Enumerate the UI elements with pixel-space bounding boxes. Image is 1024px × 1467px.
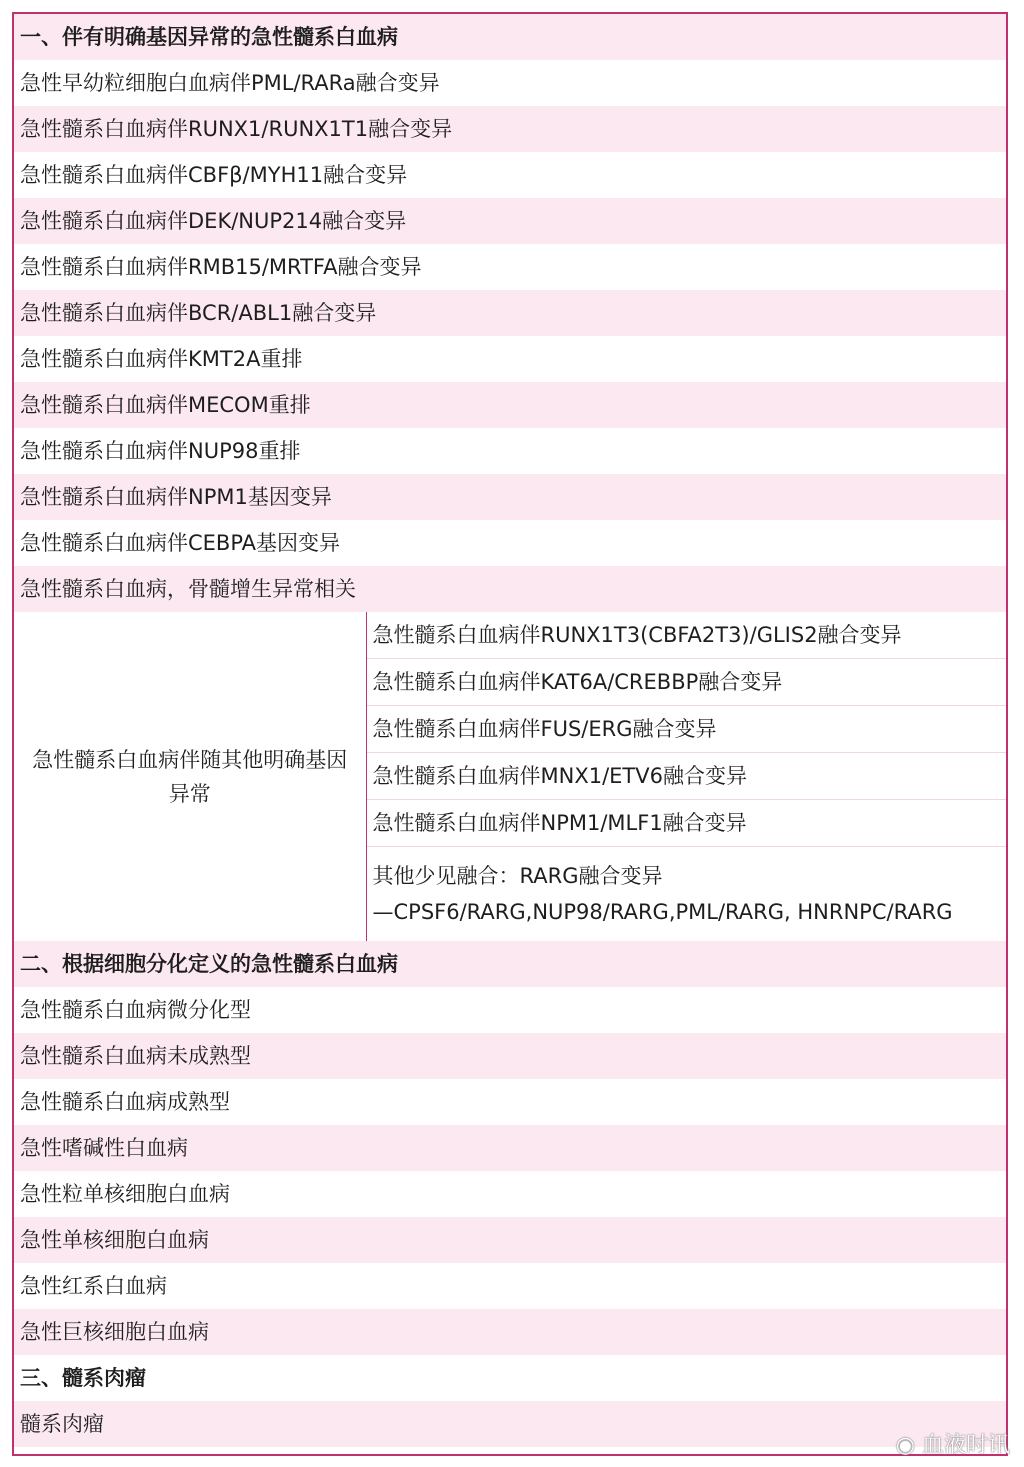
table-row: 急性髓系白血病伴CEBPA基因变异	[14, 520, 1006, 566]
table-row: 急性髓系白血病微分化型	[14, 987, 1006, 1033]
other-rare-fusions-cell	[366, 847, 1006, 942]
sub-row: 急性髓系白血病伴NPM1/MLF1融合变异	[366, 800, 1006, 847]
table-row: 急性粒单核细胞白血病	[14, 1171, 1006, 1217]
sub-row: 急性髓系白血病伴MNX1/ETV6融合变异	[366, 753, 1006, 800]
table-row: 急性髓系白血病成熟型	[14, 1079, 1006, 1125]
table-row: 急性髓系白血病伴DEK/NUP214融合变异	[14, 198, 1006, 244]
table-row: 急性髓系白血病伴NUP98重排	[14, 428, 1006, 474]
table-row: 急性髓系白血病伴BCR/ABL1融合变异	[14, 290, 1006, 336]
table-row: 急性红系白血病	[14, 1263, 1006, 1309]
merged-category-cell: 急性髓系白血病伴随其他明确基因异常	[14, 612, 366, 941]
weibo-icon: ◉	[895, 1433, 922, 1458]
table-row: 急性嗜碱性白血病	[14, 1125, 1006, 1171]
sub-row: 急性髓系白血病伴KAT6A/CREBBP融合变异	[366, 659, 1006, 706]
table-row: 急性髓系白血病伴RUNX1/RUNX1T1融合变异	[14, 106, 1006, 152]
table-row: 髓系肉瘤	[14, 1401, 1006, 1447]
table-row: 急性髓系白血病伴CBFβ/MYH11融合变异	[14, 152, 1006, 198]
watermark-text: 血液时讯	[921, 1433, 1010, 1458]
classification-table-frame	[12, 12, 1008, 1456]
table-row: 急性髓系白血病未成熟型	[14, 1033, 1006, 1079]
table-row: 急性髓系白血病伴NPM1基因变异	[14, 474, 1006, 520]
sub-row: 急性髓系白血病伴FUS/ERG融合变异	[366, 706, 1006, 753]
other-fusions-line-1: 其他少见融合：RARG融合变异	[372, 864, 663, 888]
table-row: 急性髓系白血病伴MECOM重排	[14, 382, 1006, 428]
section-1-title: 一、伴有明确基因异常的急性髓系白血病	[14, 14, 1006, 60]
sub-row: 急性髓系白血病伴RUNX1T3(CBFA2T3)/GLIS2融合变异	[366, 612, 1006, 659]
watermark	[896, 1428, 1010, 1459]
section-2-title: 二、根据细胞分化定义的急性髓系白血病	[14, 941, 1006, 987]
table-row: 急性早幼粒细胞白血病伴PML/RARa融合变异	[14, 60, 1006, 106]
table-row: 急性髓系白血病伴KMT2A重排	[14, 336, 1006, 382]
classification-table	[14, 14, 1006, 1447]
table-row: 急性髓系白血病，骨髓增生异常相关	[14, 566, 1006, 612]
table-row: 急性巨核细胞白血病	[14, 1309, 1006, 1355]
other-fusions-line-2: —CPSF6/RARG,NUP98/RARG,PML/RARG, HNRNPC/RARG	[372, 900, 953, 924]
section-3-title: 三、髓系肉瘤	[14, 1355, 1006, 1401]
table-row: 急性单核细胞白血病	[14, 1217, 1006, 1263]
table-row: 急性髓系白血病伴RMB15/MRTFA融合变异	[14, 244, 1006, 290]
